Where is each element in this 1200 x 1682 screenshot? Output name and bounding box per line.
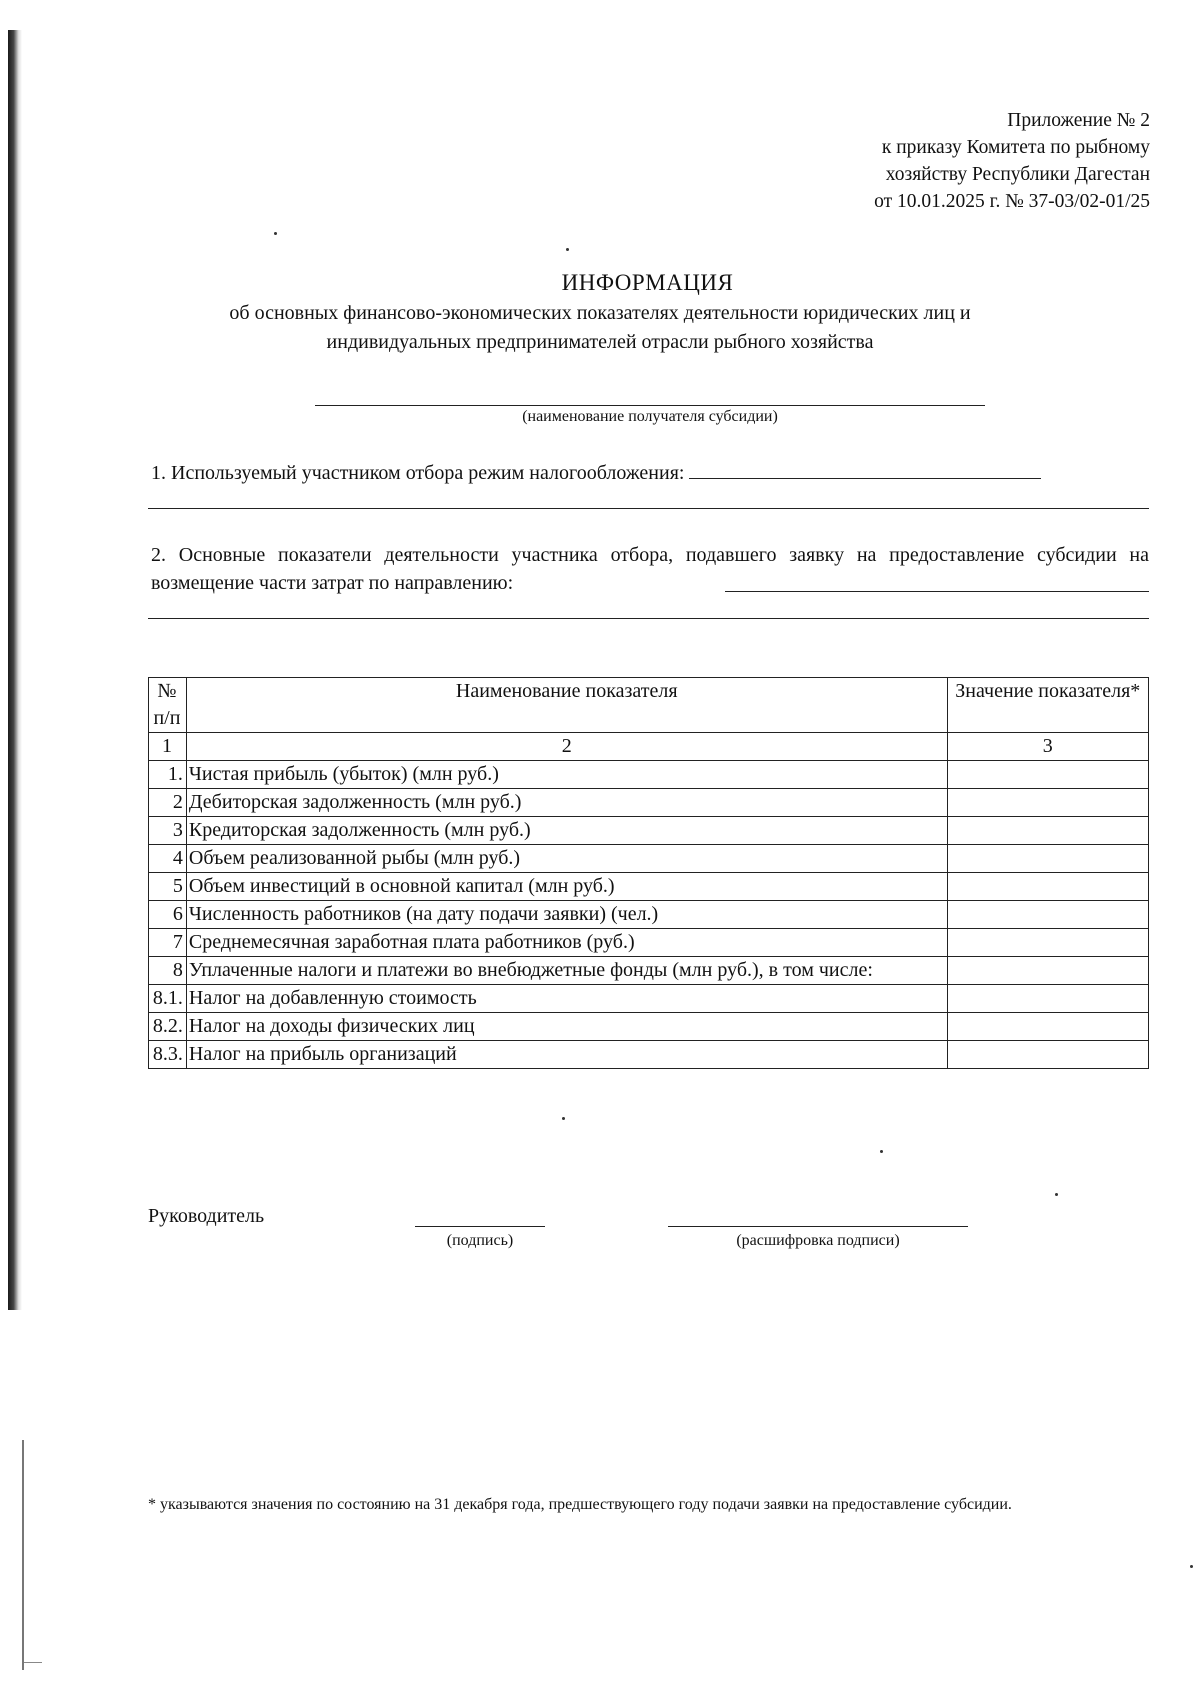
row-num: 2 <box>149 789 187 817</box>
row-value-cell[interactable] <box>947 845 1148 873</box>
row-num: 8.1. <box>149 985 187 1013</box>
row-name: Среднемесячная заработная плата работников (руб.) <box>186 929 947 957</box>
table-row <box>149 929 1149 957</box>
row-value-cell[interactable] <box>947 929 1148 957</box>
header-value: Значение показателя* <box>947 678 1148 733</box>
table-row <box>149 789 1149 817</box>
row-name: Чистая прибыль (убыток) (млн руб.) <box>186 761 947 789</box>
appendix-line: Приложение № 2 <box>1007 110 1150 131</box>
document-subtitle: об основных финансово-экономических показателях деятельности юридических лиц и <box>229 302 971 324</box>
appendix-line: от 10.01.2025 г. № 37-03/02-01/25 <box>874 191 1150 212</box>
direction-continuation-line[interactable] <box>148 618 1149 619</box>
row-value-cell[interactable] <box>947 985 1148 1013</box>
table-row <box>149 1013 1149 1041</box>
recipient-caption: (наименование получателя субсидии) <box>522 408 778 425</box>
header-num: № п/п <box>149 678 187 733</box>
section-1-text <box>151 458 1149 487</box>
row-value-cell[interactable] <box>947 873 1148 901</box>
row-num: 8.2. <box>149 1013 187 1041</box>
scan-speck <box>880 1150 883 1153</box>
table-row <box>149 957 1149 985</box>
row-num: 5 <box>149 873 187 901</box>
scan-speck <box>1055 1193 1058 1196</box>
document-title: ИНФОРМАЦИЯ <box>561 270 734 295</box>
scan-artifact <box>22 1440 24 1670</box>
row-num: 1. <box>149 761 187 789</box>
appendix-reference <box>874 107 1150 215</box>
table-row <box>149 761 1149 789</box>
table-row <box>149 845 1149 873</box>
signature-role: Руководитель <box>148 1205 265 1227</box>
index-cell: 1 <box>149 733 187 761</box>
direction-field[interactable] <box>725 591 1149 592</box>
recipient-name-line[interactable] <box>315 405 985 406</box>
scan-speck <box>274 232 277 235</box>
table-row <box>149 985 1149 1013</box>
index-cell: 3 <box>947 733 1148 761</box>
row-name: Объем реализованной рыбы (млн руб.) <box>186 845 947 873</box>
index-cell: 2 <box>186 733 947 761</box>
row-num: 8.3. <box>149 1041 187 1069</box>
row-value-cell[interactable] <box>947 789 1148 817</box>
scan-artifact <box>8 30 22 1310</box>
tax-regime-continuation-line[interactable] <box>148 508 1149 509</box>
row-num: 6 <box>149 901 187 929</box>
table-row <box>149 873 1149 901</box>
section-1-label: 1. Используемый участником отбора режим налогообложения: <box>151 462 685 484</box>
row-value-cell[interactable] <box>947 761 1148 789</box>
table-row <box>149 901 1149 929</box>
row-name: Налог на добавленную стоимость <box>186 985 947 1013</box>
row-name: Кредиторская задолженность (млн руб.) <box>186 817 947 845</box>
row-value-cell[interactable] <box>947 901 1148 929</box>
footnote: * указываются значения по состоянию на 31 декабря года, предшествующего году подачи заявки на предоставление субсидии. <box>148 1496 1012 1513</box>
indicators-table <box>148 677 1149 1069</box>
row-value-cell[interactable] <box>947 1041 1148 1069</box>
signature-line[interactable] <box>415 1226 545 1227</box>
row-name: Налог на прибыль организаций <box>186 1041 947 1069</box>
table-header-row <box>149 678 1149 733</box>
row-num: 3 <box>149 817 187 845</box>
row-name: Налог на доходы физических лиц <box>186 1013 947 1041</box>
row-num: 7 <box>149 929 187 957</box>
signature-decode-line[interactable] <box>668 1226 968 1227</box>
section-2-label: 2. Основные показатели деятельности участника отбора, подавшего заявку на предоставление субсидии на возмещение части затрат по направлению: <box>151 544 1149 594</box>
scan-speck <box>566 248 569 251</box>
header-name: Наименование показателя <box>186 678 947 733</box>
table-row <box>149 1041 1149 1069</box>
row-value-cell[interactable] <box>947 957 1148 985</box>
row-value-cell[interactable] <box>947 1013 1148 1041</box>
appendix-line: к приказу Комитета по рыбному <box>881 137 1150 158</box>
scan-speck <box>562 1117 565 1120</box>
table-index-row <box>149 733 1149 761</box>
row-name: Уплаченные налоги и платежи во внебюджетные фонды (млн руб.), в том числе: <box>186 957 947 985</box>
row-name: Дебиторская задолженность (млн руб.) <box>186 789 947 817</box>
row-name: Численность работников (на дату подачи заявки) (чел.) <box>186 901 947 929</box>
table-row <box>149 817 1149 845</box>
appendix-line: хозяйству Республики Дагестан <box>885 164 1150 185</box>
signature-caption: (подпись) <box>446 1232 514 1249</box>
row-num: 8 <box>149 957 187 985</box>
section-2-text <box>151 541 1149 597</box>
signature-decode-caption: (расшифровка подписи) <box>736 1232 900 1249</box>
scan-speck <box>1190 1565 1193 1568</box>
document-subtitle: индивидуальных предпринимателей отрасли рыбного хозяйства <box>326 331 874 353</box>
row-value-cell[interactable] <box>947 817 1148 845</box>
row-num: 4 <box>149 845 187 873</box>
tax-regime-field[interactable] <box>689 458 1041 479</box>
row-name: Объем инвестиций в основной капитал (млн руб.) <box>186 873 947 901</box>
title-block <box>0 268 1200 356</box>
scan-artifact <box>24 1662 42 1663</box>
